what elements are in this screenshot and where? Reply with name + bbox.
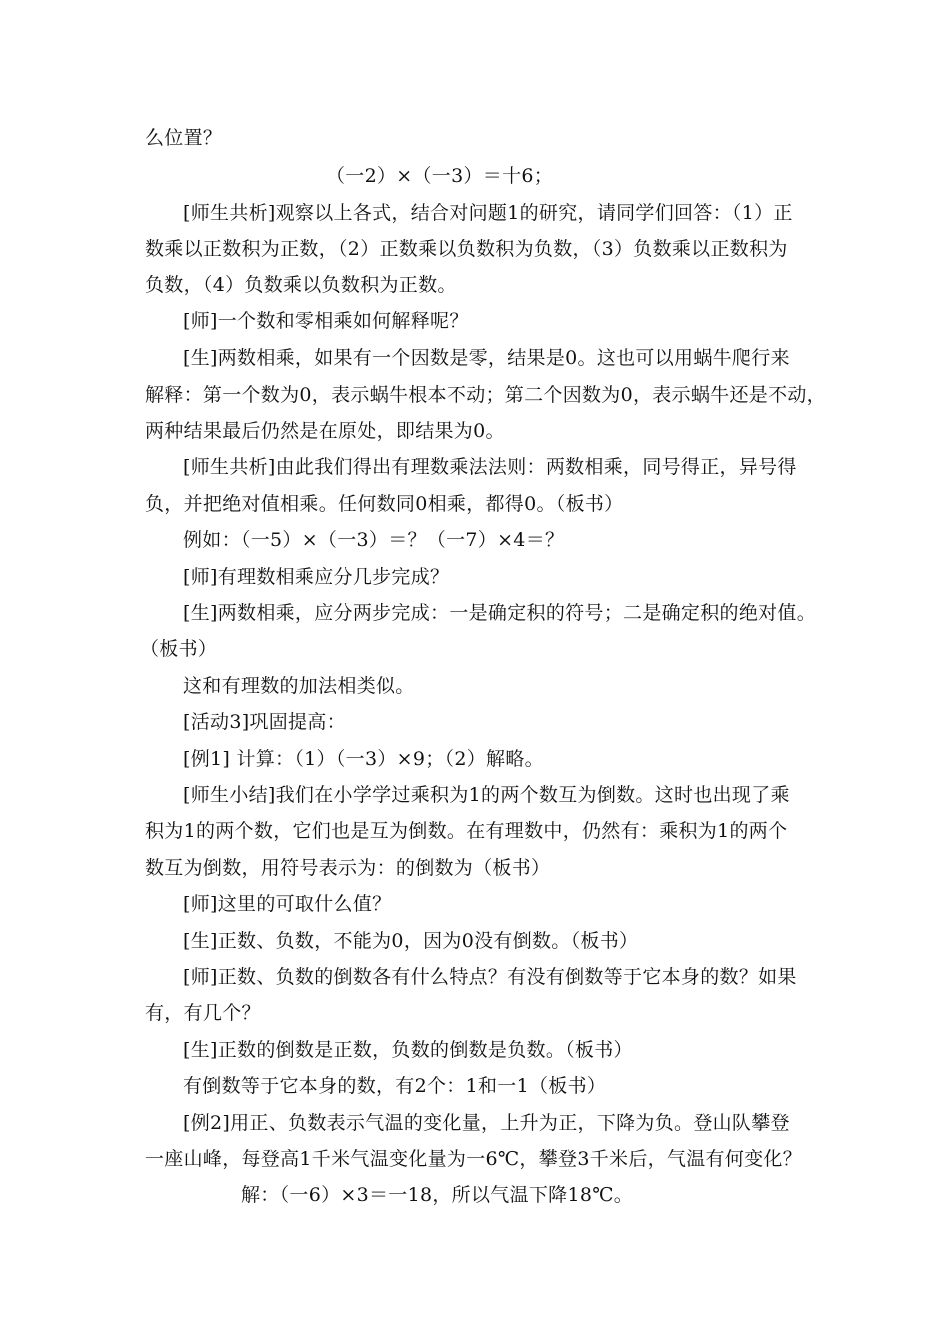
text-line: 负数，（4）负数乘以负数积为正数。 <box>145 274 457 296</box>
text-line: [生]两数相乘，应分两步完成：一是确定积的符号；二是确定积的绝对值。 <box>183 602 817 624</box>
text-line: 有倒数等于它本身的数，有2个：1和一1（板书） <box>183 1075 607 1097</box>
text-line: [师]有理数相乘应分几步完成？ <box>183 566 450 588</box>
text-line: [师生小结]我们在小学学过乘积为1的两个数互为倒数。这时也出现了乘 <box>183 784 790 806</box>
text-line: [生]正数、负数，不能为0，因为0没有倒数。（板书） <box>183 930 639 952</box>
text-line: 么位置？ <box>145 127 223 149</box>
text-line: [生]正数的倒数是正数，负数的倒数是负数。（板书） <box>183 1039 633 1061</box>
text-line: （板书） <box>140 638 218 660</box>
text-line: 解释：第一个数为0，表示蜗牛根本不动；第二个因数为0，表示蜗牛还是不动， <box>145 384 826 406</box>
text-line: （一2）×（一3）＝十6； <box>326 165 554 187</box>
text-line: [活动3]巩固提高： <box>183 711 346 733</box>
text-line: 负，并把绝对值相乘。任何数同0相乘，都得0。（板书） <box>145 493 624 515</box>
text-line: [师]一个数和零相乘如何解释呢？ <box>183 310 469 332</box>
text-line: [师]正数、负数的倒数各有什么特点？有没有倒数等于它本身的数？如果 <box>183 966 797 988</box>
text-line: 两种结果最后仍然是在原处，即结果为0。 <box>145 420 505 442</box>
text-line: 有，有几个？ <box>145 1002 261 1024</box>
text-line: [例2]用正、负数表示气温的变化量，上升为正，下降为负。登山队攀登 <box>183 1112 790 1134</box>
text-line: [师生共析]观察以上各式，结合对问题1的研究，请同学们回答：（1）正 <box>183 202 793 224</box>
text-line: [师]这里的可取什么值？ <box>183 893 392 915</box>
text-line: 例如：（一5）×（一3）＝？（一7）×4＝？ <box>183 529 565 551</box>
text-line: 数乘以正数积为正数，（2）正数乘以负数积为负数，（3）负数乘以正数积为 <box>145 238 788 260</box>
text-line: 这和有理数的加法相类似。 <box>183 675 415 697</box>
text-line: [例1] 计算：（1）（一3）×9；（2）解略。 <box>183 748 544 770</box>
text-line: 解：（一6）×3＝一18，所以气温下降18℃。 <box>241 1184 634 1206</box>
text-line: 一座山峰，每登高1千米气温变化量为一6℃，攀登3千米后，气温有何变化？ <box>145 1148 803 1170</box>
text-line: [生]两数相乘，如果有一个因数是零，结果是0。这也可以用蜗牛爬行来 <box>183 347 790 369</box>
text-line: 积为1的两个数，它们也是互为倒数。在有理数中，仍然有：乘积为1的两个 <box>145 820 788 842</box>
text-line: [师生共析]由此我们得出有理数乘法法则：两数相乘，同号得正，异号得 <box>183 456 797 478</box>
text-line: 数互为倒数，用符号表示为：的倒数为（板书） <box>145 857 551 879</box>
